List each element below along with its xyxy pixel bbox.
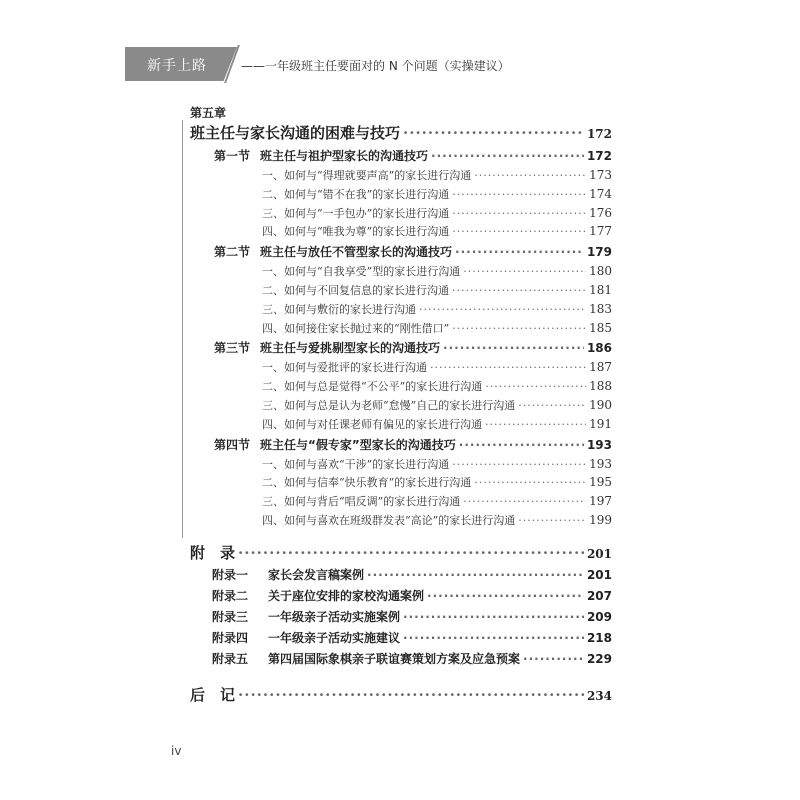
entry-page: 197 — [589, 494, 612, 509]
section-entry — [214, 243, 612, 260]
entry-title: 四、如何与对任课老师有偏见的家长进行沟通 — [262, 417, 482, 431]
toc-item — [262, 186, 612, 202]
header-subtitle: ——一年级班主任要面对的 N 个问题（实操建议） — [241, 59, 510, 73]
entry-title: 二、如何与“错不在我”的家长进行沟通 — [262, 187, 450, 201]
entry-key: 附录三 — [212, 610, 249, 624]
section-entry — [214, 147, 612, 164]
appendix-entry — [212, 587, 612, 604]
leader-dots — [238, 686, 584, 704]
leader-dots — [485, 418, 586, 431]
leader-dots — [474, 476, 586, 489]
chapter-number: 第五章 — [190, 106, 227, 120]
toc-item — [262, 474, 612, 490]
entry-page: 195 — [589, 475, 612, 490]
leader-dots — [443, 341, 584, 355]
entry-title: 班主任与“假专家”型家长的沟通技巧 — [260, 437, 456, 452]
leader-dots — [523, 652, 584, 666]
leader-dots — [367, 568, 584, 582]
entry-page: 209 — [586, 610, 612, 624]
leader-dots — [452, 458, 586, 471]
entry-title: 班主任与家长沟通的困难与技巧 — [190, 124, 401, 142]
entry-title: 家长会发言稿案例 — [268, 568, 365, 582]
entry-page: 229 — [586, 652, 612, 666]
entry-page: 201 — [586, 547, 612, 561]
entry-title: 四、如何与“唯我为尊”的家长进行沟通 — [262, 225, 450, 239]
toc-item — [262, 512, 612, 528]
entry-title: 一年级亲子活动实施建议 — [268, 631, 401, 645]
toc-item — [262, 263, 612, 279]
entry-title: 一、如何与“得理就要声高”的家长进行沟通 — [262, 169, 472, 182]
entry-title: 班主任与祖护型家长的沟通技巧 — [260, 149, 429, 163]
entry-title: 三、如何与敷衍的家长进行沟通 — [262, 302, 416, 316]
toc-item — [262, 493, 612, 509]
toc-item — [262, 359, 612, 375]
entry-page: 199 — [589, 513, 612, 527]
entry-title: 三、如何与总是认为老师“怠慢”自己的家长进行沟通 — [262, 399, 516, 412]
entry-title: 四、如何接住家长抛过来的“刚性借口” — [262, 321, 450, 335]
entry-title: 后 记 — [190, 686, 236, 704]
running-header — [125, 47, 525, 81]
leader-dots — [455, 245, 584, 259]
leader-dots — [430, 361, 586, 374]
toc-item — [262, 456, 612, 472]
chapter-title — [190, 122, 612, 143]
toc-item — [262, 320, 612, 336]
leader-dots — [431, 149, 584, 163]
entry-key: 第三节 — [214, 341, 251, 356]
leader-dots — [403, 610, 584, 624]
entry-key: 第一节 — [214, 149, 251, 163]
entry-title: 一年级亲子活动实施案例 — [268, 610, 401, 624]
leader-dots — [238, 544, 584, 562]
leader-dots — [463, 495, 586, 508]
leader-dots — [463, 265, 586, 278]
entry-key: 附录一 — [212, 568, 249, 582]
entry-title: 关于座位安排的家校沟通案例 — [268, 589, 425, 603]
entry-page: 180 — [589, 264, 612, 279]
entry-page: 191 — [589, 416, 612, 431]
section-entry — [214, 339, 612, 356]
leader-dots — [474, 169, 586, 182]
leader-dots — [452, 188, 586, 201]
leader-dots — [452, 284, 586, 297]
entry-title: 附 录 — [190, 544, 236, 562]
entry-page: 207 — [586, 589, 612, 603]
afterword-title — [190, 684, 612, 705]
entry-page: 187 — [589, 360, 612, 375]
leader-dots — [419, 303, 586, 316]
entry-title: 班主任与放任不管型家长的沟通技巧 — [260, 245, 453, 260]
toc-item — [262, 282, 612, 298]
entry-page: 186 — [586, 341, 612, 356]
entry-title: 二、如何与不回复信息的家长进行沟通 — [262, 284, 449, 297]
leader-dots — [485, 380, 586, 393]
entry-title: 班主任与爱挑剔型家长的沟通技巧 — [260, 341, 441, 356]
page-number: iv — [171, 744, 182, 758]
entry-page: 193 — [589, 456, 612, 471]
entry-key: 附录五 — [212, 652, 249, 666]
entry-page: 183 — [589, 301, 612, 316]
appendix-title — [190, 542, 612, 563]
entry-page: 193 — [586, 437, 612, 452]
entry-title: 三、如何与“一手包办”的家长进行沟通 — [262, 206, 450, 220]
toc-item — [262, 416, 612, 432]
appendix-entry — [212, 608, 612, 625]
leader-dots — [518, 514, 586, 527]
toc-item — [262, 378, 612, 394]
entry-key: 附录四 — [212, 631, 249, 645]
entry-key: 第二节 — [214, 245, 251, 260]
appendix-entry — [212, 650, 612, 667]
entry-title: 二、如何与总是觉得“不公平”的家长进行沟通 — [262, 380, 483, 394]
leader-dots — [452, 322, 586, 335]
leader-dots — [452, 207, 586, 220]
toc-item — [262, 205, 612, 221]
entry-page: 185 — [589, 320, 612, 335]
header-tab-label: 新手上路 — [147, 58, 207, 74]
entry-page: 218 — [586, 631, 612, 645]
entry-page: 201 — [586, 568, 612, 582]
leader-dots — [459, 438, 584, 452]
entry-page: 177 — [589, 224, 612, 239]
entry-title: 一、如何与喜欢“干涉”的家长进行沟通 — [262, 457, 450, 471]
entry-page: 188 — [589, 379, 612, 394]
entry-title: 三、如何与背后“唱反调”的家长进行沟通 — [262, 495, 461, 509]
toc-item — [262, 223, 612, 239]
section-entry — [214, 436, 612, 453]
appendix-entry — [212, 629, 612, 646]
entry-page: 172 — [586, 127, 612, 141]
entry-page: 173 — [589, 168, 612, 182]
entry-page: 172 — [586, 149, 612, 163]
entry-page: 181 — [589, 283, 612, 297]
leader-dots — [427, 589, 584, 603]
leader-dots — [452, 225, 586, 238]
entry-page: 174 — [589, 186, 612, 201]
leader-dots — [403, 631, 584, 645]
entry-title: 四、如何与喜欢在班级群发表“高论”的家长进行沟通 — [262, 514, 516, 527]
entry-title: 第四届国际象棋亲子联谊赛策划方案及应急预案 — [268, 652, 521, 666]
appendix-entry — [212, 566, 612, 583]
toc-item — [262, 167, 612, 183]
entry-page: 234 — [586, 689, 612, 703]
entry-page: 179 — [586, 245, 612, 260]
entry-title: 一、如何与爱批评的家长进行沟通 — [262, 361, 427, 375]
toc-item — [262, 397, 612, 413]
entry-page: 190 — [589, 398, 612, 412]
leader-dots — [403, 124, 584, 142]
toc-item — [262, 301, 612, 317]
entry-title: 二、如何与信奉“快乐教育”的家长进行沟通 — [262, 476, 472, 490]
leader-dots — [518, 399, 586, 412]
entry-key: 附录二 — [212, 589, 249, 603]
entry-title: 一、如何与“自我享受”型的家长进行沟通 — [262, 265, 461, 279]
entry-page: 176 — [589, 205, 612, 220]
entry-key: 第四节 — [214, 437, 251, 452]
